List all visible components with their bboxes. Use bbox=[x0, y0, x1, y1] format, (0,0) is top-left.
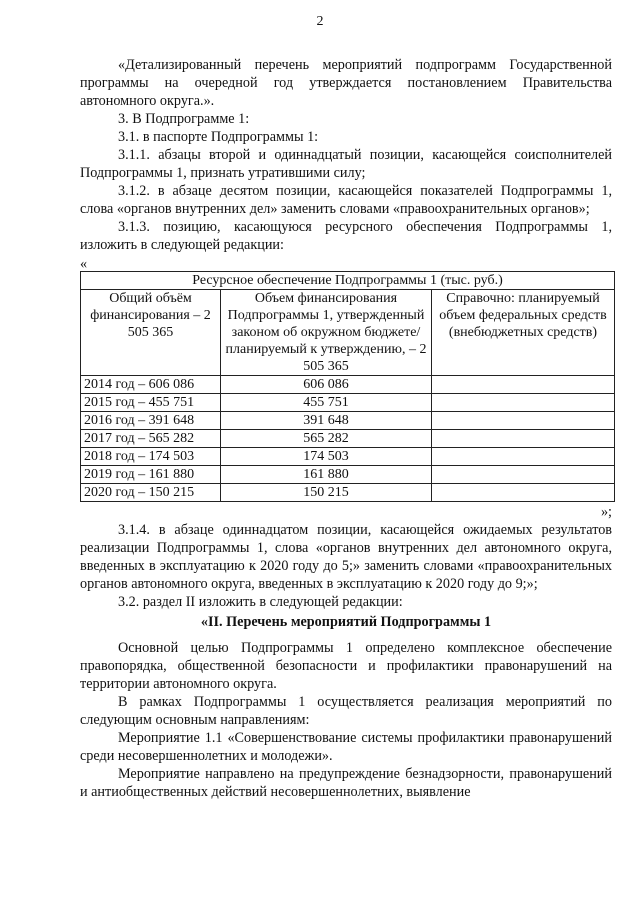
paragraph: «Детализированный перечень мероприятий подпрограмм Государственной программы на очередной год утверждается постановлением Правительства автономного округа.». bbox=[80, 57, 612, 109]
year-cell: 2015 год – 455 751 bbox=[81, 394, 221, 412]
table-row bbox=[81, 448, 615, 466]
paragraph: 3.1.4. в абзаце одиннадцатом позиции, касающейся ожидаемых результатов реализации Подпрограммы 1, слова «органов внутренних дел автономного округа, введенных в эксплуатацию к 2020 году до 5;» заменить словами «правоохранительных органов автономного округа, введенных в эксплуатацию к 2020 году до 9;»; bbox=[80, 522, 612, 592]
table-row bbox=[81, 412, 615, 430]
paragraph: Мероприятие 1.1 «Совершенствование системы профилактики правонарушений среди несовершеннолетних и молодежи». bbox=[80, 730, 612, 764]
table-row bbox=[81, 466, 615, 484]
value-cell: 150 215 bbox=[221, 484, 432, 502]
table-title: Ресурсное обеспечение Подпрограммы 1 (тыс. руб.) bbox=[81, 272, 615, 290]
col2-header: Объем финансирования Подпрограммы 1, утвержденный законом об окружном бюджете/планируемый к утверждению, – 2 505 365 bbox=[221, 290, 432, 376]
value-cell: 606 086 bbox=[221, 376, 432, 394]
value-cell: 565 282 bbox=[221, 430, 432, 448]
paragraph: Мероприятие направлено на предупреждение безнадзорности, правонарушений и антиобщественных действий несовершеннолетних, выявление bbox=[80, 766, 612, 800]
ref-cell bbox=[432, 394, 615, 412]
col1-header: Общий объём финансирования – 2 505 365 bbox=[81, 290, 221, 376]
table-row bbox=[81, 376, 615, 394]
year-cell: 2020 год – 150 215 bbox=[81, 484, 221, 502]
paragraph: В рамках Подпрограммы 1 осуществляется реализация мероприятий по следующим основным направлениям: bbox=[80, 694, 612, 728]
table-row bbox=[81, 484, 615, 502]
col3-header: Справочно: планируемый объем федеральных средств (внебюджетных средств) bbox=[432, 290, 615, 376]
table-row bbox=[81, 394, 615, 412]
year-cell: 2016 год – 391 648 bbox=[81, 412, 221, 430]
section-heading: «II. Перечень мероприятий Подпрограммы 1 bbox=[200, 614, 492, 630]
paragraph: 3.1.2. в абзаце десятом позиции, касающейся показателей Подпрограммы 1, слова «органов внутренних дел» заменить словами «правоохранительных органов»; bbox=[80, 183, 612, 217]
quote-close: »; bbox=[600, 504, 612, 520]
page-number: 2 bbox=[316, 14, 324, 29]
value-cell: 174 503 bbox=[221, 448, 432, 466]
table-row bbox=[81, 430, 615, 448]
value-cell: 161 880 bbox=[221, 466, 432, 484]
value-cell: 391 648 bbox=[221, 412, 432, 430]
year-cell: 2014 год – 606 086 bbox=[81, 376, 221, 394]
paragraph: 3. В Подпрограмме 1: bbox=[118, 111, 250, 127]
year-cell: 2019 год – 161 880 bbox=[81, 466, 221, 484]
ref-cell bbox=[432, 484, 615, 502]
paragraph: 3.1.3. позицию, касающуюся ресурсного обеспечения Подпрограммы 1, изложить в следующей редакции: bbox=[80, 219, 612, 253]
ref-cell bbox=[432, 376, 615, 394]
paragraph: 3.1.1. абзацы второй и одиннадцатый позиции, касающейся соисполнителей Подпрограммы 1, признать утратившими силу; bbox=[80, 147, 612, 181]
year-cell: 2018 год – 174 503 bbox=[81, 448, 221, 466]
year-cell: 2017 год – 565 282 bbox=[81, 430, 221, 448]
ref-cell bbox=[432, 466, 615, 484]
paragraph: Основной целью Подпрограммы 1 определено комплексное обеспечение правопорядка, общественной безопасности и профилактики правонарушений на территории автономного округа. bbox=[80, 640, 612, 692]
quote-open: « bbox=[80, 256, 88, 272]
table-header-row bbox=[81, 290, 615, 376]
document-body bbox=[80, 56, 612, 801]
resource-table bbox=[80, 271, 615, 502]
paragraph: 3.2. раздел II изложить в следующей редакции: bbox=[118, 594, 403, 610]
ref-cell bbox=[432, 430, 615, 448]
ref-cell bbox=[432, 448, 615, 466]
table-title-row bbox=[81, 272, 615, 290]
value-cell: 455 751 bbox=[221, 394, 432, 412]
ref-cell bbox=[432, 412, 615, 430]
paragraph: 3.1. в паспорте Подпрограммы 1: bbox=[118, 129, 319, 145]
